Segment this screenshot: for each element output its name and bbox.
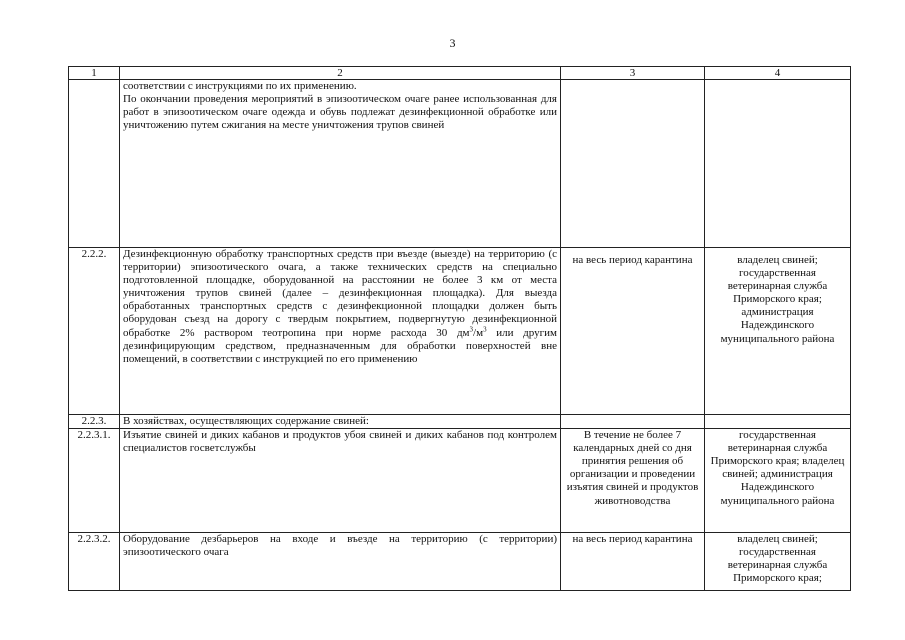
measure-paragraph: По окончании проведения мероприятий в эпизоотическом очаге ранее использованная для работ в эпизоотическом очаге одежда и обувь подлежат дезинфекционной обработке или уничтожению путем сжигания на месте уничтожения трупов свиней bbox=[123, 93, 557, 132]
table-row bbox=[69, 80, 851, 248]
row-number: 2.2.2. bbox=[69, 248, 120, 415]
period-text: на весь период карантина bbox=[572, 254, 693, 266]
measure-text bbox=[120, 80, 561, 248]
measure-text: Изъятие свиней и диких кабанов и продуктов убоя свиней и диких кабанов под контролем специалистов госветслужбы bbox=[120, 429, 561, 533]
row-number: 2.2.3.2. bbox=[69, 533, 120, 591]
table-row bbox=[69, 248, 851, 415]
responsible-cell bbox=[705, 80, 851, 248]
superscript: 3 bbox=[483, 324, 487, 333]
header-cell-measure: 2 bbox=[120, 67, 561, 80]
row-number: 2.2.3.1. bbox=[69, 429, 120, 533]
measure-text: Оборудование дезбарьеров на входе и въезде на территорию (с территории) эпизоотического очага bbox=[120, 533, 561, 591]
period-cell: В течение не более 7 календарных дней со дня принятия решения об организации и проведении изъятия свиней и продуктов животноводства bbox=[561, 429, 705, 533]
row-number bbox=[69, 80, 120, 248]
header-cell-responsible: 4 bbox=[705, 67, 851, 80]
row-number: 2.2.3. bbox=[69, 415, 120, 429]
period-cell bbox=[561, 80, 705, 248]
table-row bbox=[69, 533, 851, 591]
header-cell-period: 3 bbox=[561, 67, 705, 80]
measure-paragraph: соответствии с инструкциями по их применению. bbox=[123, 80, 357, 92]
measure-text-part: Дезинфекционную обработку транспортных средств при въезде (выезде) на территорию (с территории) эпизоотического очага, а также технических средств на специально подготовленной площадке, оборудованной на расстоянии не более 3 км от места уничтожения трупов свиней (далее – дезинфекционная площадка). Для выезда обработанных транспортных средств с дезинфекционной площадки должен быть оборудован съезд на дорогу с твердым покрытием, подвергнутую дезинфекционной обработке 2% раствором теотропина при норме расхода 30 дм bbox=[123, 248, 557, 339]
period-cell: на весь период карантина bbox=[561, 533, 705, 591]
table-row bbox=[69, 415, 851, 429]
period-cell bbox=[561, 248, 705, 415]
measures-table bbox=[68, 66, 851, 591]
responsible-cell: государственная ветеринарная служба Приморского края; владелец свиней; администрация Надеждинского муниципального района bbox=[705, 429, 851, 533]
responsible-cell: владелец свиней; государственная ветеринарная служба Приморского края; bbox=[705, 533, 851, 591]
superscript: 3 bbox=[469, 324, 474, 333]
header-cell-number: 1 bbox=[69, 67, 120, 80]
table-row bbox=[69, 429, 851, 533]
measure-text bbox=[120, 248, 561, 415]
responsible-text: владелец свиней; государственная ветеринарная служба Приморского края; администрация Надеждинского муниципального района bbox=[720, 254, 835, 345]
period-cell bbox=[561, 415, 705, 429]
page-number: 3 bbox=[449, 36, 456, 50]
responsible-cell bbox=[705, 415, 851, 429]
measure-text: В хозяйствах, осуществляющих содержание свиней: bbox=[120, 415, 561, 429]
responsible-cell bbox=[705, 248, 851, 415]
measure-text-part: /м bbox=[473, 326, 484, 339]
measure-text-part: или другим дезинфицирующим средством, предназначенным для обработки поверхностей вне помещений, в соответствии с инструкцией по его применению bbox=[123, 326, 557, 365]
table-header-row bbox=[69, 67, 851, 80]
